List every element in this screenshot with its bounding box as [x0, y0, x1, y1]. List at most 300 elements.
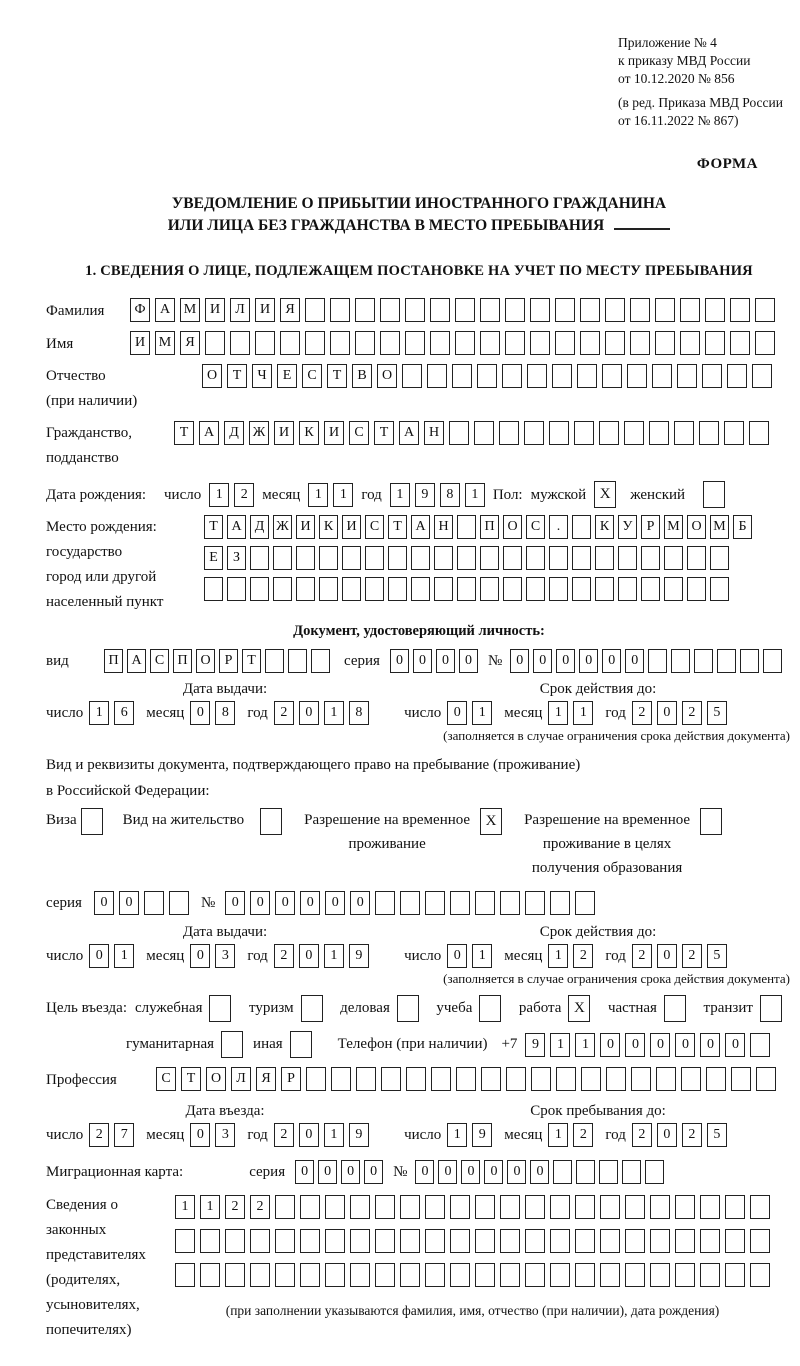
char-cell[interactable]: 1 — [550, 1033, 570, 1057]
char-cell[interactable] — [365, 577, 384, 601]
char-cell[interactable] — [475, 1263, 495, 1287]
char-cell[interactable] — [600, 1229, 620, 1253]
char-cell[interactable]: Е — [277, 364, 297, 388]
char-cell[interactable]: Н — [434, 515, 453, 539]
char-cell[interactable] — [731, 1067, 751, 1091]
char-cell[interactable] — [305, 298, 325, 322]
char-cell[interactable]: С — [302, 364, 322, 388]
purpose-option-checkbox[interactable] — [397, 995, 419, 1022]
char-cell[interactable] — [674, 421, 694, 445]
char-cell[interactable] — [700, 1263, 720, 1287]
char-cell[interactable]: Т — [227, 364, 247, 388]
char-cell[interactable]: 0 — [484, 1160, 503, 1184]
char-cell[interactable] — [503, 546, 522, 570]
char-cell[interactable]: А — [155, 298, 175, 322]
char-cell[interactable]: А — [227, 515, 246, 539]
char-cell[interactable] — [325, 1263, 345, 1287]
char-cell[interactable] — [388, 546, 407, 570]
char-cell[interactable] — [549, 546, 568, 570]
char-cell[interactable]: 0 — [190, 944, 210, 968]
char-cell[interactable]: О — [202, 364, 222, 388]
char-cell[interactable] — [477, 364, 497, 388]
char-cell[interactable]: 5 — [707, 944, 727, 968]
char-cell[interactable] — [350, 1195, 370, 1219]
char-cell[interactable] — [602, 364, 622, 388]
char-cell[interactable]: Т — [174, 421, 194, 445]
char-cell[interactable] — [525, 1195, 545, 1219]
char-cell[interactable] — [750, 1033, 770, 1057]
char-cell[interactable] — [687, 546, 706, 570]
char-cell[interactable] — [755, 331, 775, 355]
char-cell[interactable]: 2 — [682, 701, 702, 725]
char-cell[interactable]: 0 — [650, 1033, 670, 1057]
char-cell[interactable]: Т — [242, 649, 261, 673]
char-cell[interactable]: К — [595, 515, 614, 539]
char-cell[interactable] — [606, 1067, 626, 1091]
char-cell[interactable] — [505, 331, 525, 355]
char-cell[interactable]: Е — [204, 546, 223, 570]
char-cell[interactable]: И — [205, 298, 225, 322]
purpose-option-checkbox[interactable] — [209, 995, 231, 1022]
char-cell[interactable] — [503, 577, 522, 601]
char-cell[interactable] — [655, 331, 675, 355]
char-cell[interactable] — [677, 364, 697, 388]
char-cell[interactable] — [599, 1160, 618, 1184]
char-cell[interactable] — [296, 546, 315, 570]
char-cell[interactable] — [400, 1229, 420, 1253]
char-cell[interactable] — [575, 1195, 595, 1219]
char-cell[interactable] — [650, 1229, 670, 1253]
char-cell[interactable]: 0 — [510, 649, 529, 673]
char-cell[interactable] — [449, 421, 469, 445]
char-cell[interactable]: 9 — [525, 1033, 545, 1057]
char-cell[interactable] — [750, 1263, 770, 1287]
char-cell[interactable]: 2 — [573, 944, 593, 968]
char-cell[interactable]: 2 — [632, 701, 652, 725]
char-cell[interactable] — [204, 577, 223, 601]
char-cell[interactable]: 0 — [350, 891, 370, 915]
char-cell[interactable]: 2 — [274, 1123, 294, 1147]
char-cell[interactable] — [700, 1229, 720, 1253]
char-cell[interactable]: 0 — [461, 1160, 480, 1184]
char-cell[interactable] — [425, 1195, 445, 1219]
char-cell[interactable] — [325, 1195, 345, 1219]
char-cell[interactable]: 0 — [657, 1123, 677, 1147]
char-cell[interactable]: Т — [374, 421, 394, 445]
char-cell[interactable]: 0 — [413, 649, 432, 673]
char-cell[interactable]: М — [180, 298, 200, 322]
char-cell[interactable]: 0 — [341, 1160, 360, 1184]
char-cell[interactable] — [225, 1263, 245, 1287]
char-cell[interactable] — [280, 331, 300, 355]
char-cell[interactable] — [525, 891, 545, 915]
char-cell[interactable] — [300, 1263, 320, 1287]
char-cell[interactable]: 0 — [579, 649, 598, 673]
char-cell[interactable]: 1 — [200, 1195, 220, 1219]
char-cell[interactable]: Р — [219, 649, 238, 673]
char-cell[interactable] — [255, 331, 275, 355]
char-cell[interactable]: О — [687, 515, 706, 539]
char-cell[interactable]: А — [411, 515, 430, 539]
char-cell[interactable] — [605, 298, 625, 322]
char-cell[interactable] — [687, 577, 706, 601]
char-cell[interactable] — [457, 546, 476, 570]
char-cell[interactable] — [506, 1067, 526, 1091]
char-cell[interactable]: 2 — [274, 701, 294, 725]
char-cell[interactable] — [699, 421, 719, 445]
purpose-option-checkbox[interactable] — [290, 1031, 312, 1058]
char-cell[interactable]: И — [342, 515, 361, 539]
char-cell[interactable]: 1 — [175, 1195, 195, 1219]
char-cell[interactable] — [725, 1229, 745, 1253]
char-cell[interactable] — [625, 1195, 645, 1219]
char-cell[interactable] — [400, 1195, 420, 1219]
char-cell[interactable] — [456, 1067, 476, 1091]
char-cell[interactable]: 0 — [533, 649, 552, 673]
sex-male-checkbox[interactable]: X — [594, 481, 616, 508]
char-cell[interactable] — [675, 1263, 695, 1287]
char-cell[interactable] — [600, 1263, 620, 1287]
char-cell[interactable] — [457, 577, 476, 601]
char-cell[interactable] — [434, 577, 453, 601]
char-cell[interactable]: 1 — [324, 701, 344, 725]
char-cell[interactable] — [480, 331, 500, 355]
char-cell[interactable] — [526, 577, 545, 601]
char-cell[interactable]: 2 — [250, 1195, 270, 1219]
purpose-option-checkbox[interactable] — [301, 995, 323, 1022]
char-cell[interactable]: 0 — [299, 701, 319, 725]
purpose-option-checkbox[interactable] — [479, 995, 501, 1022]
char-cell[interactable] — [755, 298, 775, 322]
char-cell[interactable]: Я — [180, 331, 200, 355]
char-cell[interactable] — [649, 421, 669, 445]
char-cell[interactable]: И — [255, 298, 275, 322]
char-cell[interactable]: Д — [250, 515, 269, 539]
char-cell[interactable]: 3 — [215, 1123, 235, 1147]
char-cell[interactable] — [680, 298, 700, 322]
char-cell[interactable]: 1 — [548, 944, 568, 968]
char-cell[interactable] — [380, 298, 400, 322]
char-cell[interactable]: 0 — [700, 1033, 720, 1057]
char-cell[interactable]: Ф — [130, 298, 150, 322]
char-cell[interactable]: . — [549, 515, 568, 539]
char-cell[interactable] — [524, 421, 544, 445]
char-cell[interactable] — [250, 577, 269, 601]
char-cell[interactable] — [480, 546, 499, 570]
char-cell[interactable] — [645, 1160, 664, 1184]
char-cell[interactable]: Л — [230, 298, 250, 322]
char-cell[interactable]: 1 — [573, 701, 593, 725]
char-cell[interactable] — [475, 1195, 495, 1219]
char-cell[interactable]: 1 — [333, 483, 353, 507]
char-cell[interactable] — [577, 364, 597, 388]
char-cell[interactable] — [605, 331, 625, 355]
char-cell[interactable] — [450, 1229, 470, 1253]
char-cell[interactable] — [618, 546, 637, 570]
char-cell[interactable]: 1 — [324, 944, 344, 968]
char-cell[interactable]: 7 — [114, 1123, 134, 1147]
char-cell[interactable]: 0 — [447, 944, 467, 968]
char-cell[interactable]: 0 — [507, 1160, 526, 1184]
char-cell[interactable]: А — [399, 421, 419, 445]
char-cell[interactable] — [273, 577, 292, 601]
char-cell[interactable] — [641, 546, 660, 570]
char-cell[interactable]: П — [480, 515, 499, 539]
char-cell[interactable] — [319, 546, 338, 570]
char-cell[interactable]: 0 — [675, 1033, 695, 1057]
char-cell[interactable]: И — [130, 331, 150, 355]
char-cell[interactable] — [175, 1229, 195, 1253]
char-cell[interactable]: К — [299, 421, 319, 445]
char-cell[interactable]: К — [319, 515, 338, 539]
char-cell[interactable] — [402, 364, 422, 388]
char-cell[interactable] — [671, 649, 690, 673]
char-cell[interactable]: М — [710, 515, 729, 539]
char-cell[interactable] — [169, 891, 189, 915]
char-cell[interactable]: 3 — [215, 944, 235, 968]
char-cell[interactable]: Т — [327, 364, 347, 388]
char-cell[interactable] — [225, 1229, 245, 1253]
char-cell[interactable]: 0 — [94, 891, 114, 915]
char-cell[interactable]: 0 — [299, 1123, 319, 1147]
char-cell[interactable]: И — [296, 515, 315, 539]
char-cell[interactable]: 0 — [625, 649, 644, 673]
char-cell[interactable] — [681, 1067, 701, 1091]
char-cell[interactable]: 0 — [300, 891, 320, 915]
char-cell[interactable] — [625, 1229, 645, 1253]
char-cell[interactable]: 0 — [415, 1160, 434, 1184]
char-cell[interactable] — [624, 421, 644, 445]
char-cell[interactable] — [450, 1195, 470, 1219]
char-cell[interactable] — [650, 1195, 670, 1219]
char-cell[interactable]: Р — [281, 1067, 301, 1091]
char-cell[interactable]: Ж — [249, 421, 269, 445]
char-cell[interactable]: В — [352, 364, 372, 388]
char-cell[interactable]: П — [173, 649, 192, 673]
char-cell[interactable] — [652, 364, 672, 388]
char-cell[interactable] — [675, 1229, 695, 1253]
char-cell[interactable]: 0 — [89, 944, 109, 968]
char-cell[interactable] — [200, 1263, 220, 1287]
char-cell[interactable] — [365, 546, 384, 570]
char-cell[interactable] — [250, 1263, 270, 1287]
char-cell[interactable] — [450, 891, 470, 915]
char-cell[interactable] — [580, 298, 600, 322]
char-cell[interactable] — [702, 364, 722, 388]
char-cell[interactable] — [763, 649, 782, 673]
char-cell[interactable]: 0 — [657, 701, 677, 725]
char-cell[interactable] — [355, 331, 375, 355]
char-cell[interactable] — [572, 515, 591, 539]
char-cell[interactable]: С — [156, 1067, 176, 1091]
char-cell[interactable] — [425, 1263, 445, 1287]
char-cell[interactable] — [475, 891, 495, 915]
char-cell[interactable]: 0 — [250, 891, 270, 915]
char-cell[interactable] — [305, 331, 325, 355]
char-cell[interactable] — [752, 364, 772, 388]
char-cell[interactable]: 1 — [472, 701, 492, 725]
char-cell[interactable] — [265, 649, 284, 673]
char-cell[interactable]: 0 — [459, 649, 478, 673]
residence-permit-checkbox[interactable] — [260, 808, 282, 835]
char-cell[interactable] — [680, 331, 700, 355]
char-cell[interactable]: П — [104, 649, 123, 673]
char-cell[interactable]: У — [618, 515, 637, 539]
char-cell[interactable] — [306, 1067, 326, 1091]
char-cell[interactable] — [717, 649, 736, 673]
char-cell[interactable] — [630, 331, 650, 355]
char-cell[interactable] — [455, 298, 475, 322]
char-cell[interactable] — [325, 1229, 345, 1253]
char-cell[interactable] — [526, 546, 545, 570]
char-cell[interactable]: 2 — [89, 1123, 109, 1147]
char-cell[interactable] — [555, 331, 575, 355]
char-cell[interactable]: А — [127, 649, 146, 673]
char-cell[interactable]: 0 — [364, 1160, 383, 1184]
char-cell[interactable]: 0 — [436, 649, 455, 673]
char-cell[interactable] — [572, 546, 591, 570]
char-cell[interactable]: 0 — [318, 1160, 337, 1184]
char-cell[interactable] — [700, 1195, 720, 1219]
char-cell[interactable]: Т — [204, 515, 223, 539]
char-cell[interactable]: 2 — [274, 944, 294, 968]
char-cell[interactable] — [375, 1195, 395, 1219]
char-cell[interactable] — [630, 298, 650, 322]
char-cell[interactable] — [549, 421, 569, 445]
char-cell[interactable] — [205, 331, 225, 355]
char-cell[interactable]: 0 — [295, 1160, 314, 1184]
char-cell[interactable]: 0 — [657, 944, 677, 968]
char-cell[interactable] — [380, 331, 400, 355]
char-cell[interactable]: 0 — [190, 701, 210, 725]
char-cell[interactable]: 2 — [573, 1123, 593, 1147]
sex-female-checkbox[interactable] — [703, 481, 725, 508]
char-cell[interactable] — [288, 649, 307, 673]
char-cell[interactable] — [599, 421, 619, 445]
char-cell[interactable] — [427, 364, 447, 388]
char-cell[interactable] — [480, 298, 500, 322]
char-cell[interactable]: 2 — [682, 944, 702, 968]
char-cell[interactable] — [631, 1067, 651, 1091]
char-cell[interactable]: 1 — [465, 483, 485, 507]
char-cell[interactable]: И — [274, 421, 294, 445]
char-cell[interactable]: 0 — [119, 891, 139, 915]
char-cell[interactable] — [474, 421, 494, 445]
char-cell[interactable]: О — [206, 1067, 226, 1091]
char-cell[interactable]: Т — [181, 1067, 201, 1091]
char-cell[interactable] — [425, 891, 445, 915]
char-cell[interactable] — [727, 364, 747, 388]
char-cell[interactable]: Ж — [273, 515, 292, 539]
char-cell[interactable]: 1 — [472, 944, 492, 968]
char-cell[interactable] — [549, 577, 568, 601]
char-cell[interactable] — [730, 298, 750, 322]
char-cell[interactable] — [144, 891, 164, 915]
char-cell[interactable] — [575, 891, 595, 915]
char-cell[interactable]: Л — [231, 1067, 251, 1091]
char-cell[interactable] — [300, 1195, 320, 1219]
char-cell[interactable]: С — [526, 515, 545, 539]
char-cell[interactable]: 2 — [632, 944, 652, 968]
char-cell[interactable]: 2 — [632, 1123, 652, 1147]
char-cell[interactable]: 0 — [725, 1033, 745, 1057]
char-cell[interactable] — [499, 421, 519, 445]
char-cell[interactable] — [375, 1229, 395, 1253]
char-cell[interactable]: 9 — [349, 1123, 369, 1147]
char-cell[interactable] — [430, 331, 450, 355]
char-cell[interactable] — [431, 1067, 451, 1091]
char-cell[interactable] — [452, 364, 472, 388]
char-cell[interactable] — [330, 298, 350, 322]
char-cell[interactable] — [275, 1229, 295, 1253]
char-cell[interactable] — [505, 298, 525, 322]
char-cell[interactable] — [375, 1263, 395, 1287]
char-cell[interactable]: 0 — [625, 1033, 645, 1057]
char-cell[interactable] — [553, 1160, 572, 1184]
char-cell[interactable] — [405, 331, 425, 355]
char-cell[interactable] — [411, 546, 430, 570]
char-cell[interactable]: 0 — [299, 944, 319, 968]
char-cell[interactable] — [710, 577, 729, 601]
char-cell[interactable]: 0 — [325, 891, 345, 915]
char-cell[interactable] — [230, 331, 250, 355]
char-cell[interactable] — [355, 298, 375, 322]
char-cell[interactable] — [625, 1263, 645, 1287]
char-cell[interactable]: 2 — [225, 1195, 245, 1219]
char-cell[interactable] — [572, 577, 591, 601]
char-cell[interactable]: С — [150, 649, 169, 673]
char-cell[interactable] — [455, 331, 475, 355]
char-cell[interactable] — [311, 649, 330, 673]
char-cell[interactable] — [481, 1067, 501, 1091]
char-cell[interactable] — [457, 515, 476, 539]
purpose-option-checkbox[interactable]: X — [568, 995, 590, 1022]
char-cell[interactable]: 9 — [472, 1123, 492, 1147]
char-cell[interactable] — [555, 298, 575, 322]
char-cell[interactable]: 0 — [556, 649, 575, 673]
char-cell[interactable] — [342, 546, 361, 570]
char-cell[interactable]: 2 — [682, 1123, 702, 1147]
char-cell[interactable] — [296, 577, 315, 601]
edu-permit-checkbox[interactable] — [700, 808, 722, 835]
char-cell[interactable] — [655, 298, 675, 322]
char-cell[interactable] — [725, 1195, 745, 1219]
char-cell[interactable] — [500, 1229, 520, 1253]
char-cell[interactable]: А — [199, 421, 219, 445]
char-cell[interactable] — [400, 891, 420, 915]
char-cell[interactable] — [356, 1067, 376, 1091]
char-cell[interactable]: 8 — [440, 483, 460, 507]
char-cell[interactable] — [275, 1263, 295, 1287]
purpose-option-checkbox[interactable] — [664, 995, 686, 1022]
char-cell[interactable] — [618, 577, 637, 601]
char-cell[interactable] — [250, 1229, 270, 1253]
char-cell[interactable] — [319, 577, 338, 601]
char-cell[interactable]: 0 — [225, 891, 245, 915]
char-cell[interactable] — [730, 331, 750, 355]
purpose-option-checkbox[interactable] — [221, 1031, 243, 1058]
char-cell[interactable] — [342, 577, 361, 601]
char-cell[interactable] — [527, 364, 547, 388]
purpose-option-checkbox[interactable] — [760, 995, 782, 1022]
char-cell[interactable] — [664, 546, 683, 570]
char-cell[interactable]: С — [349, 421, 369, 445]
char-cell[interactable] — [550, 1229, 570, 1253]
char-cell[interactable]: 0 — [190, 1123, 210, 1147]
char-cell[interactable] — [550, 1195, 570, 1219]
char-cell[interactable] — [500, 1195, 520, 1219]
char-cell[interactable]: О — [196, 649, 215, 673]
